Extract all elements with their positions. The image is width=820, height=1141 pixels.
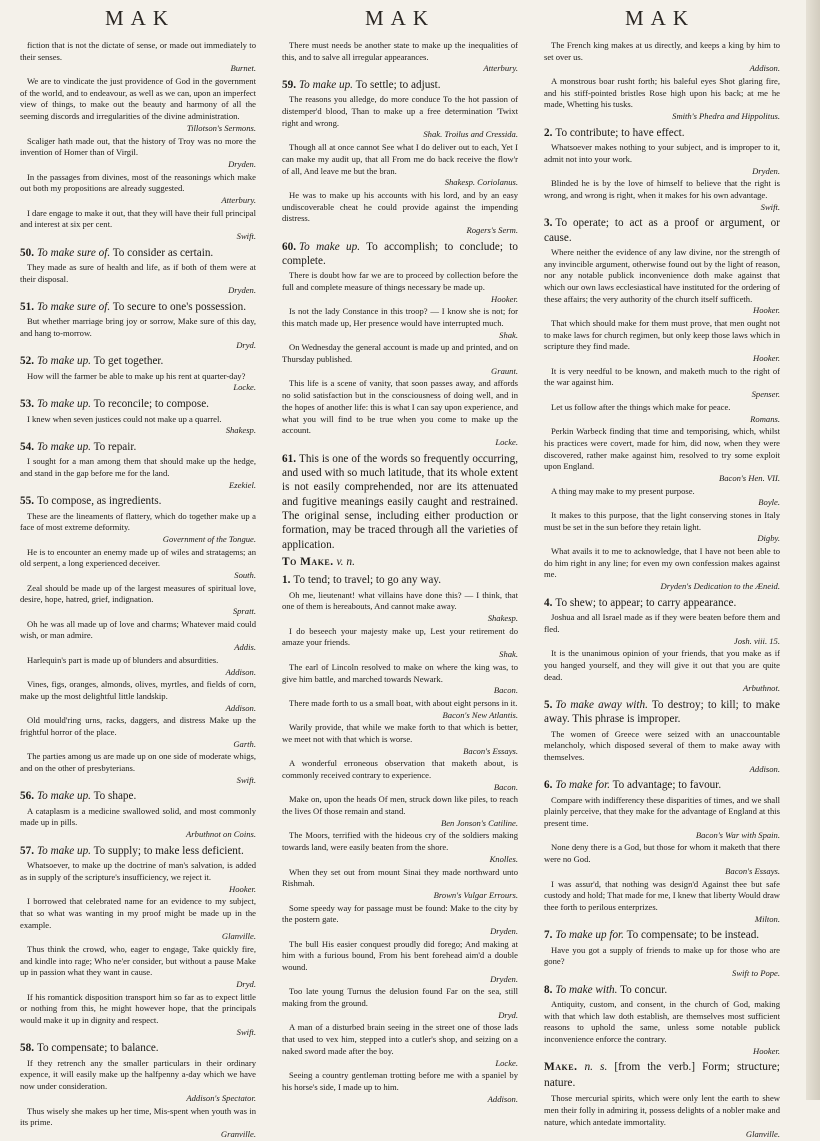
quotation <box>20 136 256 159</box>
quotation <box>544 142 780 165</box>
sense-phrase: To make up. <box>36 440 91 453</box>
part-of-speech: v. n. <box>336 555 355 568</box>
quotation-source: Addis. <box>234 642 256 653</box>
sense-phrase: To make up. <box>36 844 91 857</box>
quotation-source: Dryden's Dedication to the Æneid. <box>660 581 780 592</box>
sense-gloss: To shape. <box>93 790 137 803</box>
quotation-source: Glanville. <box>745 1128 780 1139</box>
sense-number: 56. <box>20 790 34 803</box>
sense-gloss: To tend; to travel; to go any way. <box>293 574 442 587</box>
quotation <box>20 511 256 534</box>
quotation <box>20 860 256 883</box>
quotation-text: That which should make for them must prove, that men ought not to make laws for church regimen, but only keep those laws which in scripture they find made. <box>544 318 780 352</box>
quotation-text: It is very needful to be known, and maketh much to the right of the war against him. <box>544 365 780 388</box>
sense-number: 54. <box>20 440 34 453</box>
quotation-source: Graunt. <box>491 365 518 376</box>
quotation-text: These are the lineaments of flattery, which do together make up a face of most extreme deformity. <box>20 510 256 533</box>
quotation-text: Is not the lady Constance in this troop? — I know she is not; for this match made up, Her presence would have interrupted much. <box>282 306 518 329</box>
quotation-text: Thus think the crowd, who, eager to engage, Take quickly fire, and kindle into rage; Who ne'er consider, but without a pause Make up in passion what they want in cause. <box>20 943 256 978</box>
quotation-source: Addison. <box>225 666 256 677</box>
quotation <box>20 172 256 195</box>
quotation-text: Antiquity, custom, and consent, in the church of God, making with that which law doth establish, are themselves most sufficient reasons to uphold the same, unless some notable publick inconvenience enforce the contrary. <box>544 999 780 1045</box>
sense-gloss: To reconcile; to compose. <box>93 398 209 411</box>
quotation <box>544 510 780 533</box>
sense-number: 53. <box>20 398 34 411</box>
sense-gloss: To contribute; to have effect. <box>555 126 685 139</box>
quotation <box>20 1058 256 1093</box>
running-heads <box>20 6 780 36</box>
sense-gloss: To compensate; to be instead. <box>626 929 760 942</box>
quotation <box>282 190 518 225</box>
sense-phrase: To make up. <box>36 355 91 368</box>
quotation-source: Government of the Tongue. <box>162 533 256 544</box>
quotation-source: Hooker. <box>491 293 518 304</box>
quotation-source: Shakesp. Coriolanus. <box>444 177 518 188</box>
quotation-text: On Wednesday the general account is made up and printed, and on Thursday published. <box>282 342 518 365</box>
sense-definition <box>282 452 518 552</box>
quotation-source: Locke. <box>233 382 256 393</box>
quotation-text: Blinded he is by the love of himself to believe that the right is wrong, and wrong is right, when it makes for his own advantage. <box>544 178 780 200</box>
sense-gloss: To supply; to make less deficient. <box>93 844 244 857</box>
quotation-source: Glanville. <box>221 931 256 942</box>
sense-phrase: To make up. <box>298 79 353 92</box>
sense-number: 58. <box>20 1042 34 1055</box>
quotation-source: Dryden. <box>490 925 518 936</box>
quotation-text: Whatsoever makes nothing to your subject, and is improper to it, admit not into your work. <box>544 142 780 164</box>
quotation-text: It makes to this purpose, that the light conserving stones in Italy must be set in the sun before they retain light. <box>544 510 780 532</box>
quotation-source: Arbuthnot on Coins. <box>186 829 256 840</box>
quotation-text: Perkin Warbeck finding that time and temporising, which, whilst his practices were covert, made for him, did now, when they were discovered, rather make against him, resolved to try some exploit upon England. <box>544 426 780 472</box>
quotation-text: A wonderful erroneous observation that maketh about, is commonly received contrary to experience. <box>282 758 518 781</box>
dictionary-page <box>20 0 780 1139</box>
quotation <box>544 795 780 830</box>
quotation-text: The women of Greece were seized with an unaccountable melancholy, which disposed several of them to make away with themselves. <box>544 728 780 763</box>
quotation-text: Some speedy way for passage must be found: Make to the city by the postern gate. <box>282 902 518 925</box>
quotation <box>282 378 518 436</box>
sense-number: 3. <box>544 217 553 230</box>
quotation-source: Dryd. <box>498 1009 518 1020</box>
quotation-source: Hooker. <box>229 883 256 894</box>
quotation-text: I do beseech your majesty make up, Lest your retirement do amaze your friends. <box>282 625 518 648</box>
quotation <box>20 655 256 667</box>
quotation-text: In the passages from divines, most of the reasonings which make out both my propositions are already suggested. <box>20 171 256 194</box>
quotation <box>282 142 518 177</box>
sense-number: 6. <box>544 779 553 792</box>
quotation <box>544 486 780 498</box>
sense-phrase: To make up. <box>298 240 360 253</box>
quotation <box>20 896 256 931</box>
sense-definition <box>282 78 518 92</box>
quotation-source: Bacon's Hen. VII. <box>718 472 780 483</box>
quotation-source: Knolles. <box>489 853 518 864</box>
quotation-text: I knew when seven justices could not make up a quarrel. <box>27 413 222 424</box>
quotation-source: Hooker. <box>753 353 780 364</box>
sense-gloss: To consider as certain. <box>112 246 214 259</box>
sense-definition <box>282 240 518 269</box>
quotation-text: A man of a disturbed brain seeing in the street one of those lads that used to vex him, stepped into a cutler's shop, and seizing on a naked sword made after the boy. <box>282 1022 518 1056</box>
quotation-text: If his romantick disposition transport him so far as to expect little or nothing from this, he might however hope, that the principals would make it up in dignity and respect. <box>20 991 256 1026</box>
sense-gloss: To compensate; to balance. <box>36 1042 159 1055</box>
quotation <box>282 698 518 710</box>
quotation-text: It is the unanimous opinion of your friends, that you make as if you hanged yourself, and they will give it out that you are quite dead. <box>544 648 780 682</box>
headword: To Make. <box>282 555 334 568</box>
sense-gloss: To shew; to appear; to carry appearance. <box>555 596 737 609</box>
quotation-text: Let us follow after the things which make for peace. <box>551 401 731 412</box>
quotation <box>544 426 780 473</box>
quotation-source: Addison's Spectator. <box>186 1092 256 1103</box>
sense-number: 8. <box>544 983 553 996</box>
sense-gloss: To get together. <box>93 355 164 368</box>
sense-gloss: To accomplish; to conclude; to complete. <box>282 240 518 267</box>
quotation <box>20 583 256 606</box>
sense-number: 2. <box>544 126 553 139</box>
quotation-source: Dryden. <box>490 973 518 984</box>
sense-gloss: To operate; to act as a proof or argument, or cause. <box>544 217 780 244</box>
quotation-source: Garth. <box>233 738 256 749</box>
sense-definition <box>20 440 256 454</box>
sense-phrase: To make for. <box>555 779 610 792</box>
column-3 <box>544 40 780 1139</box>
sense-number: 4. <box>544 596 553 609</box>
column-1 <box>20 40 256 1139</box>
quotation <box>544 366 780 389</box>
quotation <box>282 758 518 781</box>
quotation-source: Ben Jonson's Catiline. <box>440 817 518 828</box>
quotation-source: Swift. <box>236 231 256 241</box>
sense-definition <box>20 1041 256 1055</box>
quotation <box>544 648 780 683</box>
quotation <box>20 414 256 426</box>
quotation-text: A cataplasm is a medicine swallowed solid, and most commonly made up in pills. <box>20 805 256 828</box>
quotation <box>20 715 256 738</box>
sense-number: 7. <box>544 929 553 942</box>
sense-number: 52. <box>20 355 34 368</box>
quotation-text: Old mould'ring urns, racks, daggers, and distress Make up the frightful horror of the place. <box>20 715 256 737</box>
quotation <box>282 94 518 129</box>
quotation-text: None deny there is a God, but those for whom it maketh that there were no God. <box>544 842 780 865</box>
sense-number: 59. <box>282 79 296 92</box>
quotation <box>20 944 256 979</box>
quotation-source: Swift. <box>760 201 780 212</box>
quotation-source: Atterbury. <box>483 63 518 74</box>
quotation-source: Addison. <box>225 702 256 713</box>
quotation-text: He is to encounter an enemy made up of wiles and stratagems; an old serpent, a long experienced deceiver. <box>20 546 256 569</box>
sense-definition <box>20 397 256 411</box>
quotation <box>282 590 518 613</box>
sense-definition <box>20 789 256 803</box>
quotation-source: Shak. <box>499 329 518 340</box>
quotation-source: Josh. viii. 15. <box>733 635 780 646</box>
quotation-text: There is doubt how far we are to proceed by collection before the full and complete measure of things necessary be made up. <box>282 270 518 292</box>
running-head-left: MAK <box>104 6 175 30</box>
quotation-source: Shakesp. <box>225 425 256 436</box>
quotation <box>544 1093 780 1128</box>
quotation-source: Locke. <box>495 1057 518 1068</box>
quotation-text: But whether marriage bring joy or sorrow, Make sure of this day, and hang to-morrow. <box>20 316 256 339</box>
quotation <box>544 318 780 353</box>
sense-gloss: To destroy; to kill; to make away. This phrase is improper. <box>544 699 780 726</box>
quotation <box>544 842 780 865</box>
sense-number: 55. <box>20 495 34 508</box>
quotation-text: We are to vindicate the just providence of God in the government of the world, and to endeavour, as well as we can, upon an imperfect view of things, to make out the beauty and harmony of all the seeming discords and irregularities of the divine administration. <box>20 76 256 122</box>
quotation <box>20 456 256 479</box>
quotation <box>282 939 518 974</box>
quotation-text: Whatsoever, to make up the doctrine of man's salvation, is added as in supply of the scripture's insufficiency, we reject it. <box>20 860 256 882</box>
quotation <box>20 1106 256 1129</box>
quotation-source: Milton. <box>754 913 780 924</box>
sense-phrase: To make up. <box>36 790 91 803</box>
quotation <box>282 306 518 329</box>
sense-gloss: To repair. <box>93 440 137 453</box>
quotation <box>282 270 518 293</box>
quotation-source: Dryd. <box>236 979 256 989</box>
quotation-text: They made as sure of health and life, as if both of them were at their disposal. <box>20 262 256 284</box>
sense-definition <box>20 494 256 508</box>
sense-number: 5. <box>544 699 553 711</box>
quotation-source: Granville. <box>220 1128 256 1139</box>
quotation-source: Dryden. <box>752 165 780 176</box>
quotation <box>282 867 518 890</box>
quotation <box>20 371 256 383</box>
quotation-text: Oh me, lieutenant! what villains have done this? — I think, that one of them is hereabouts, And cannot make away. <box>282 589 518 612</box>
headword-entry <box>544 1060 780 1091</box>
sense-definition <box>20 844 256 858</box>
quotation <box>282 626 518 649</box>
quotation-text: The earl of Lincoln resolved to make on where the king was, to give him battle, and marched towards Newark. <box>282 661 518 684</box>
quotation-text: The parties among us are made up on one side of moderate whigs, and on the other of presbyterians. <box>20 751 256 774</box>
sense-gloss: To advantage; to favour. <box>612 779 722 792</box>
quotation-text: He was to make up his accounts with his lord, and by an easy undiscoverable cheat he could provide against the impending distress. <box>282 189 518 224</box>
quotation-source: Rogers's Serm. <box>466 224 518 235</box>
quotation-text: Joshua and all Israel made as if they were beaten before them and fled. <box>544 612 780 634</box>
quotation-text: When they set out from mount Sinai they made northward unto Rishmah. <box>282 866 518 889</box>
quotation <box>544 945 780 968</box>
quotation-source: Dryden. <box>228 158 256 169</box>
quotation-text: Oh he was all made up of love and charms; Whatever maid could wish, or man admire. <box>20 618 256 641</box>
quotation <box>544 76 780 111</box>
quotation <box>20 262 256 285</box>
quotation-source: Shak. <box>499 649 518 660</box>
sense-definition <box>544 983 780 997</box>
quotation <box>282 722 518 745</box>
quotation <box>20 316 256 339</box>
quotation-text: Harlequin's part is made up of blunders and absurdities. <box>27 654 219 665</box>
quotation <box>544 40 780 63</box>
sense-number: 51. <box>20 301 34 314</box>
quotation <box>544 612 780 635</box>
quotation-text: Where neither the evidence of any law divine, nor the strength of any invincible argument, otherwise found out by the light of reason, nor any notable publick inconvenience doth make against that which our own laws ecclesiastical have instituted for the ordering of these affairs; the very authority of the church itself sufficeth. <box>544 246 780 304</box>
quotation-source: Bacon's War with Spain. <box>695 829 780 840</box>
quotation-source: Swift. <box>236 774 256 785</box>
quotation-source: Dryden. <box>228 285 256 296</box>
sense-number: 57. <box>20 844 34 857</box>
sense-phrase: To make with. <box>555 983 618 996</box>
quotation <box>544 247 780 305</box>
quotation-source: Addison. <box>487 1093 518 1104</box>
quotation-text: A monstrous boar rusht forth; his baleful eyes Shot glaring fire, and his stiff-pointed bristles Rose high upon his back; at me he made, Whetting his tusks. <box>544 76 780 110</box>
quotation-text: I sought for a man among them that should make up the hedge, and stand in the gap before me for the land. <box>20 456 256 478</box>
sense-definition <box>20 300 256 314</box>
quotation <box>282 830 518 853</box>
quotation-source: Digby. <box>757 533 780 544</box>
quotation <box>282 794 518 817</box>
quotation <box>544 999 780 1046</box>
sense-gloss: This is one of the words so frequently occurring, and used with so much latitude, that its whole extent is not easily comprehended, nor are its attenuated and fugitive meanings easily caught and restrained. The original sense, including either production or formation, may be traced through all the varieties of application. <box>282 452 518 551</box>
quotation-source: Boyle. <box>758 497 780 508</box>
sense-gloss: To secure to one's possession. <box>112 301 247 314</box>
quotation <box>20 547 256 570</box>
quotation <box>282 342 518 365</box>
quotation-text: Compare with indifferency these disparities of times, and we shall plainly perceive, that they make for the advantage of England at this present time. <box>544 794 780 829</box>
sense-number: 60. <box>282 240 296 253</box>
quotation <box>20 679 256 702</box>
sense-definition <box>544 778 780 792</box>
quotation <box>282 662 518 685</box>
quotation-source: Arbuthnot. <box>742 683 780 694</box>
quotation-text: I dare engage to make it out, that they will have their full principal and interest at six per cent. <box>20 207 256 230</box>
sense-gloss: To concur. <box>620 983 668 996</box>
sense-definition <box>20 246 256 260</box>
quotation-text: Too late young Turnus the delusion found Far on the sea, still making from the ground. <box>282 986 518 1009</box>
part-of-speech: n. s. <box>584 1061 608 1074</box>
quotation-text: Warily provide, that while we make forth to that which is better, we meet not with that which is worse. <box>282 722 518 744</box>
quotation-text: The bull His easier conquest proudly did forego; And making at him with a furious bound, From his bent forehead aim'd a double wound. <box>282 938 518 973</box>
quotation-source: Bacon. <box>493 781 518 792</box>
quotation-text: The French king makes at us directly, and keeps a king by him to set over us. <box>544 40 780 62</box>
sense-phrase: To make sure of. <box>36 246 111 259</box>
quotation <box>282 1070 518 1093</box>
quotation <box>544 879 780 914</box>
quotation-text: A thing may make to my present purpose. <box>551 485 695 496</box>
sense-number: 61. <box>282 452 296 465</box>
quotation-source: Bacon's Essays. <box>463 745 518 756</box>
quotation-source: Hooker. <box>753 305 780 316</box>
quotation <box>20 751 256 774</box>
quotation <box>20 992 256 1027</box>
quotation-text: I borrowed that celebrated name for an evidence to my subject, that so what was wanting in my proof might be made up in the example. <box>20 896 256 930</box>
quotation-text: There must needs be another state to make up the inequalities of this, and to salve all irregular appearances. <box>282 40 518 62</box>
quotation-text: Seeing a country gentleman trotting before me with a spaniel by his horse's side, I made up to him. <box>282 1070 518 1092</box>
quotation <box>282 986 518 1009</box>
sense-phrase: To make up. <box>36 398 91 411</box>
quotation-source: Swift to Pope. <box>732 968 780 978</box>
sense-definition <box>282 573 518 587</box>
quotation-text: Zeal should be made up of the largest measures of spiritual love, desire, hope, hatred, grief, indignation. <box>20 582 256 605</box>
quotation-text: I was assur'd, that nothing was design'd Against thee but safe custody and hold; That made for me, I knew that liberty Would draw thee forth to perilous enterprizes. <box>544 878 780 912</box>
quotation-source: Spenser. <box>751 389 780 400</box>
quotation <box>544 178 780 201</box>
quotation-text: How will the farmer be able to make up his rent at quarter-day? <box>27 370 246 381</box>
quotation-text: What avails it to me to acknowledge, that I have not been able to do him right in any line; for even my own confession makes against me. <box>544 546 780 580</box>
quotation <box>282 903 518 926</box>
column-2 <box>282 40 518 1104</box>
quotation <box>20 76 256 123</box>
sense-phrase: To make up for. <box>555 929 624 942</box>
sense-number: 1. <box>282 574 291 587</box>
quotation-source: Bacon. <box>493 685 518 696</box>
running-head-center: MAK <box>364 6 435 30</box>
sense-phrase: To make sure of. <box>36 301 111 314</box>
quotation <box>20 208 256 231</box>
quotation <box>544 402 780 414</box>
quotation-text: The reasons you alledge, do more conduce To the hot passion of distemper'd blood, Than to make up a free determination 'Twixt right and wrong. <box>282 94 518 128</box>
quotation-text: fiction that is not the dictate of sense, or made out immediately to their senses. <box>20 40 256 62</box>
running-head-right: MAK <box>624 6 695 30</box>
quotation-text: Though all at once cannot See what I do deliver out to each, Yet I can make my audit up, that all From me do back receive the flow'r of all, And leave me but the bran. <box>282 142 518 176</box>
quotation-source: Bacon's Essays. <box>725 865 780 876</box>
quotation-source: South. <box>234 570 256 581</box>
quotation <box>282 1022 518 1057</box>
sense-gloss: To settle; to adjust. <box>355 79 441 92</box>
sense-definition <box>544 216 780 245</box>
quotation-source: Shak. Troilus and Cressida. <box>423 129 518 140</box>
quotation <box>544 729 780 764</box>
quotation-source: Smith's Phedra and Hippolitus. <box>672 111 780 122</box>
sense-definition <box>544 596 780 610</box>
page-binding-edge <box>806 0 820 1100</box>
sense-definition <box>544 126 780 140</box>
quotation <box>20 619 256 642</box>
quotation-text: If they retrench any the smaller particulars in their ordinary expence, it will easily make up the halfpenny a-day which we have now under consideration. <box>20 1057 256 1092</box>
sense-definition <box>544 698 780 727</box>
headword-entry <box>282 555 518 571</box>
quotation-source: Burnet. <box>230 63 256 74</box>
quotation-source: Swift. <box>236 1026 256 1037</box>
quotation-source: Spratt. <box>232 606 256 617</box>
quotation-source: Brown's Vulgar Errours. <box>433 889 518 900</box>
quotation <box>544 546 780 581</box>
quotation-source: Ezekiel. <box>229 479 256 490</box>
quotation-source: Tillotson's Sermons. <box>186 122 256 133</box>
quotation-source: Bacon's New Atlantis. <box>442 709 518 720</box>
quotation <box>20 40 256 63</box>
quotation-source: Romans. <box>750 413 780 424</box>
quotation-text: Those mercurial spirits, which were only lent the earth to shew men their folly in admiring it, possess delights of a nobler make and nature, which antedate immortality. <box>544 1093 780 1127</box>
quotation <box>20 806 256 829</box>
quotation-text: Vines, figs, oranges, almonds, olives, myrtles, and fields of corn, make up the most delightful little landskip. <box>20 679 256 701</box>
sense-phrase: To make away with. <box>555 699 648 711</box>
sense-gloss: To compose, as ingredients. <box>36 495 162 508</box>
quotation-text: Scaliger hath made out, that the history of Troy was no more the invention of Homer than of Virgil. <box>20 135 256 158</box>
headword-gloss: [from the verb.] Form; structure; nature. <box>544 1061 780 1089</box>
quotation-source: Hooker. <box>753 1045 780 1056</box>
sense-definition <box>544 928 780 942</box>
headword: Make. <box>544 1061 578 1074</box>
quotation <box>282 40 518 63</box>
quotation-source: Locke. <box>495 436 518 447</box>
sense-number: 50. <box>20 246 34 259</box>
quotation-source: Addison. <box>749 763 780 774</box>
quotation-text: Thus wisely she makes up her time, Mis-spent when youth was in its prime. <box>20 1105 256 1128</box>
quotation-text: There made forth to us a small boat, with about eight persons in it. <box>289 697 518 708</box>
quotation-text: This life is a scene of vanity, that soon passes away, and affords no solid satisfaction but in the consciousness of doing well, and in the hopes of another life: this is what I can say upon experience, and what you will find to be true when you come to make up the account. <box>282 378 518 436</box>
quotation-source: Atterbury. <box>221 194 256 205</box>
quotation-text: The Moors, terrified with the hideous cry of the soldiers making towards land, were easily beaten from the shore. <box>282 830 518 853</box>
quotation-source: Dryd. <box>236 339 256 350</box>
quotation-source: Addison. <box>749 63 780 74</box>
quotation-source: Shakesp. <box>487 613 518 624</box>
quotation-text: Have you got a supply of friends to make up for those who are gone? <box>544 944 780 967</box>
sense-definition <box>20 354 256 368</box>
quotation-text: Make on, upon the heads Of men, struck down like piles, to reach the lives Of those remain and stand. <box>282 794 518 817</box>
